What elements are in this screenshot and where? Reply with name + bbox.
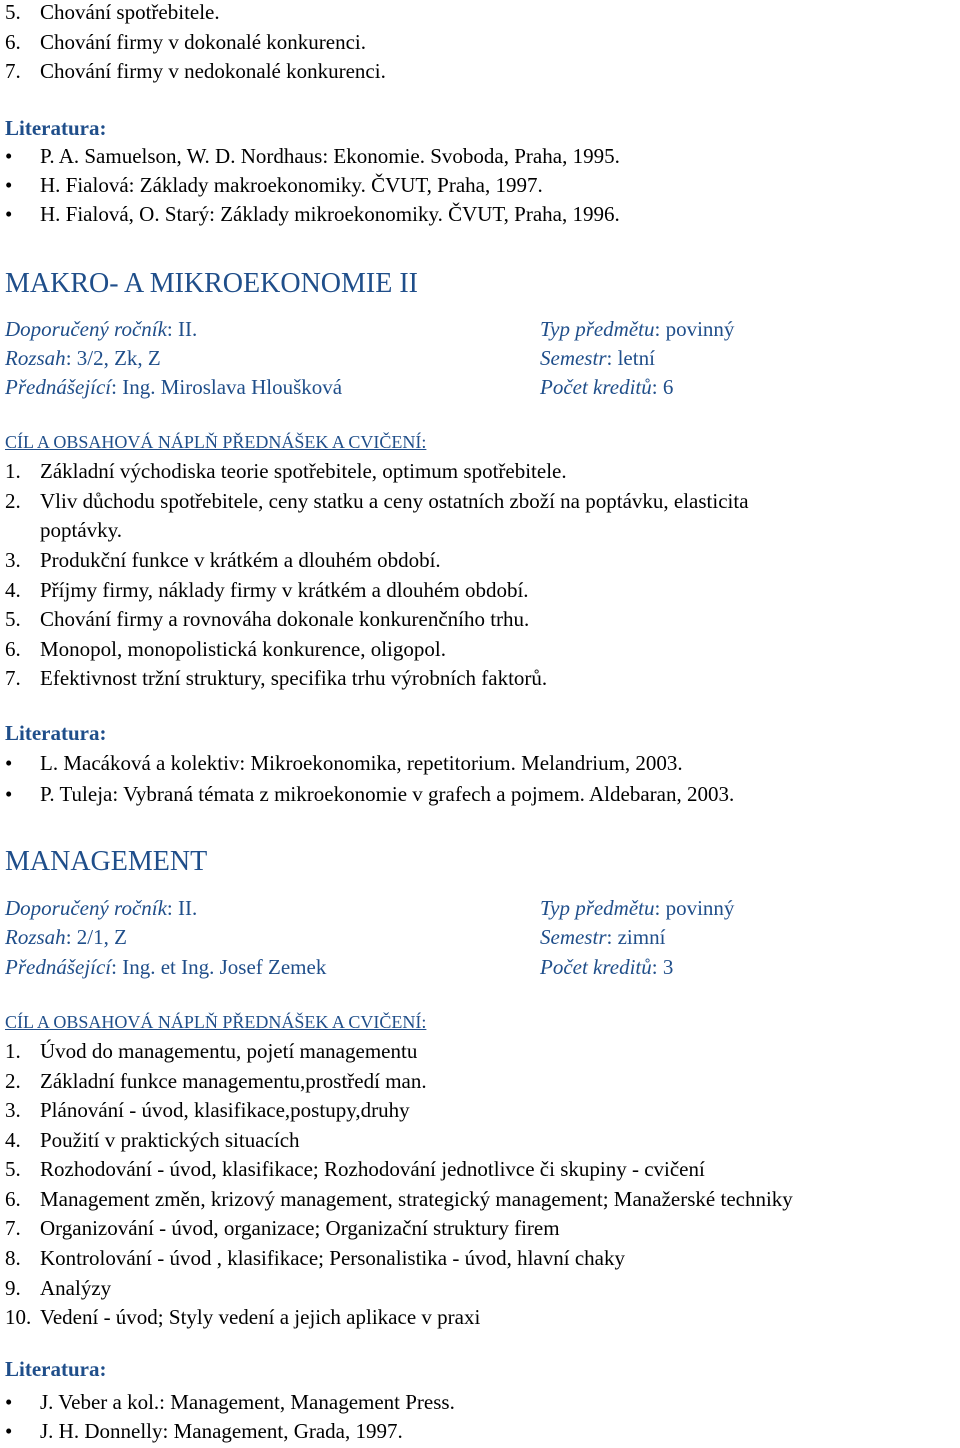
- bullet-icon: •: [5, 751, 13, 775]
- content-item: poptávky.: [40, 518, 123, 542]
- course-rocnik: Doporučený ročník: II.: [5, 317, 198, 341]
- content-item: 10. Vedení - úvod; Styly vedení a jejich aplikace v praxi: [5, 1305, 481, 1329]
- literature-heading: Literatura:: [5, 1357, 107, 1381]
- course-lecturer: Přednášející: Ing. Miroslava Hloušková: [5, 375, 343, 399]
- course-typ: Typ předmětu: povinný: [540, 896, 735, 920]
- content-item: 4. Použití v praktických situacích: [5, 1128, 300, 1152]
- literature-item: • L. Macáková a kolektiv: Mikroekonomika, repetitorium. Melandrium, 2003.: [5, 751, 683, 775]
- list-item: 6. Chování firmy v dokonalé konkurenci.: [5, 30, 367, 54]
- course-semestr: Semestr: zimní: [540, 925, 666, 949]
- bullet-icon: •: [5, 144, 13, 168]
- content-item: 6. Monopol, monopolistická konkurence, oligopol.: [5, 637, 446, 661]
- content-item: 2. Vliv důchodu spotřebitele, ceny statku a ceny ostatních zboží na poptávku, elasticita: [5, 489, 749, 513]
- bullet-icon: •: [5, 782, 13, 806]
- bullet-icon: •: [5, 173, 13, 197]
- course-title: MANAGEMENT: [5, 846, 208, 877]
- literature-heading: Literatura:: [5, 116, 107, 140]
- content-item: 7. Efektivnost tržní struktury, specifika trhu výrobních faktorů.: [5, 666, 548, 690]
- content-item: 5. Rozhodování - úvod, klasifikace; Rozhodování jednotlivce či skupiny - cvičení: [5, 1157, 705, 1181]
- content-item: 3. Produkční funkce v krátkém a dlouhém období.: [5, 548, 441, 572]
- course-rocnik: Doporučený ročník: II.: [5, 896, 198, 920]
- course-semestr: Semestr: letní: [540, 346, 655, 370]
- content-item: 7. Organizování - úvod, organizace; Organizační struktury firem: [5, 1216, 560, 1240]
- content-item: 6. Management změn, krizový management, strategický management; Manažerské techniky: [5, 1187, 793, 1211]
- literature-item: • J. H. Donnelly: Management, Grada, 1997.: [5, 1419, 403, 1443]
- content-item: 3. Plánování - úvod, klasifikace,postupy,druhy: [5, 1098, 410, 1122]
- bullet-icon: •: [5, 1419, 13, 1443]
- content-heading: CÍL A OBSAHOVÁ NÁPLŇ PŘEDNÁŠEK A CVIČENÍ:: [5, 432, 427, 452]
- content-item: 4. Příjmy firmy, náklady firmy v krátkém a dlouhém období.: [5, 578, 529, 602]
- content-item: 1. Úvod do managementu, pojetí managementu: [5, 1039, 418, 1063]
- course-rozsah: Rozsah: 2/1, Z: [5, 925, 127, 949]
- bullet-icon: •: [5, 1390, 13, 1414]
- course-lecturer: Přednášející: Ing. et Ing. Josef Zemek: [5, 955, 327, 979]
- content-item: 1. Základní východiska teorie spotřebitele, optimum spotřebitele.: [5, 459, 567, 483]
- list-item: 7. Chování firmy v nedokonalé konkurenci.: [5, 59, 386, 83]
- literature-item: • H. Fialová, O. Starý: Základy mikroekonomiky. ČVUT, Praha, 1996.: [5, 202, 620, 226]
- content-item: 9. Analýzy: [5, 1276, 112, 1300]
- literature-heading: Literatura:: [5, 721, 107, 745]
- course-typ: Typ předmětu: povinný: [540, 317, 735, 341]
- course-credits: Počet kreditů: 3: [540, 955, 674, 979]
- literature-item: • P. A. Samuelson, W. D. Nordhaus: Ekonomie. Svoboda, Praha, 1995.: [5, 144, 620, 168]
- course-title: MAKRO- A MIKROEKONOMIE II: [5, 268, 418, 299]
- course-rozsah: Rozsah: 3/2, Zk, Z: [5, 346, 161, 370]
- content-item: 2. Základní funkce managementu,prostředí man.: [5, 1069, 427, 1093]
- list-item: 5. Chování spotřebitele.: [5, 0, 220, 24]
- literature-item: • J. Veber a kol.: Management, Management Press.: [5, 1390, 455, 1414]
- bullet-icon: •: [5, 202, 13, 226]
- content-heading: CÍL A OBSAHOVÁ NÁPLŇ PŘEDNÁŠEK A CVIČENÍ:: [5, 1012, 427, 1032]
- literature-item: • P. Tuleja: Vybraná témata z mikroekonomie v grafech a pojmem. Aldebaran, 2003.: [5, 782, 735, 806]
- content-item: 8. Kontrolování - úvod , klasifikace; Personalistika - úvod, hlavní chaky: [5, 1246, 625, 1270]
- literature-item: • H. Fialová: Základy makroekonomiky. ČVUT, Praha, 1997.: [5, 173, 543, 197]
- course-credits: Počet kreditů: 6: [540, 375, 674, 399]
- content-item: 5. Chování firmy a rovnováha dokonale konkurenčního trhu.: [5, 607, 530, 631]
